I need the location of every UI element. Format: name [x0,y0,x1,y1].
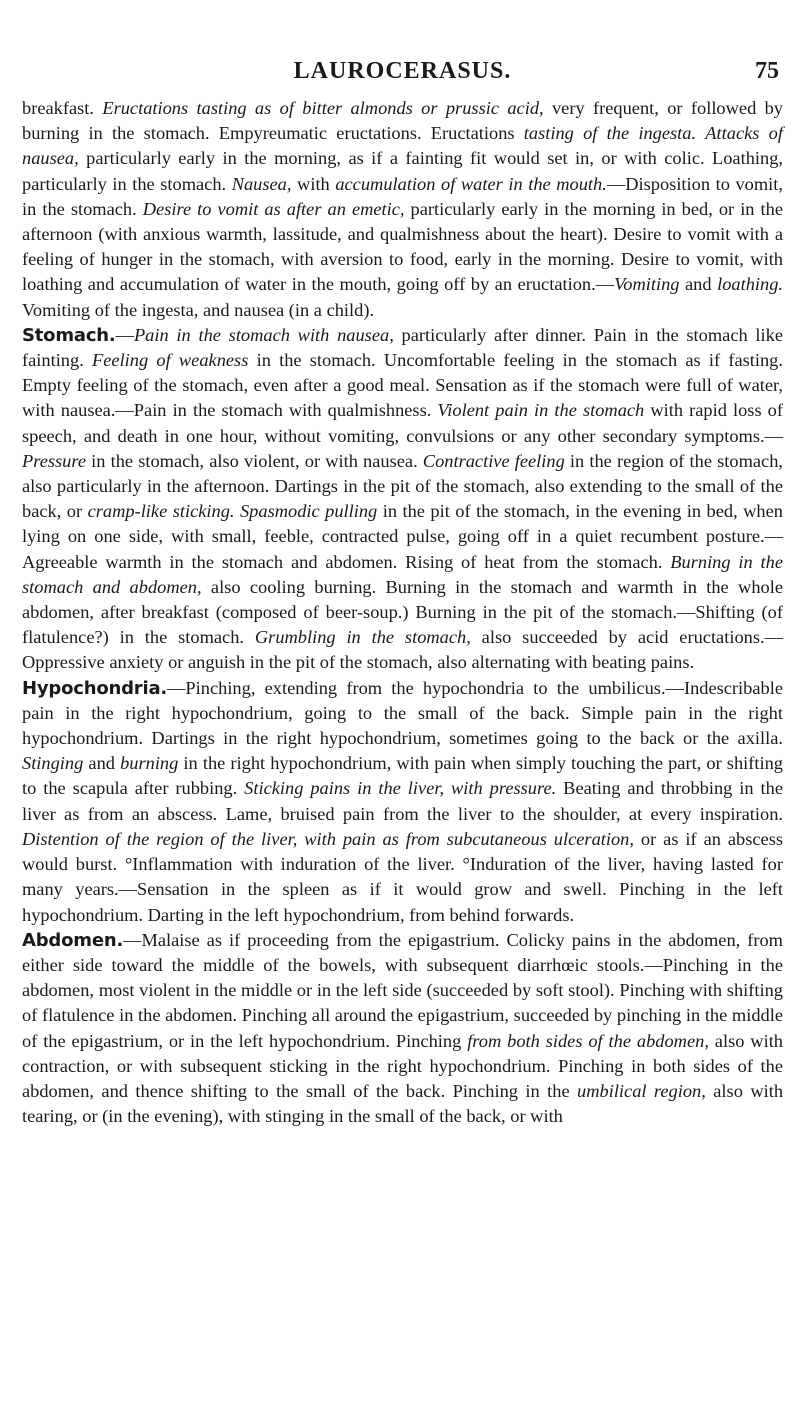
paragraph-nausea [22,96,783,323]
italic-phrase: umbilical region, [577,1080,706,1101]
text-run: Beating and throbbing in the liver as from an abscess. Lame, bruised pain from the liver to the shoulder, at every inspiration. [22,778,784,824]
italic-phrase: tasting of the ingesta. [523,123,697,144]
text-run: particularly early in the morning, as if a fainting fit would set in, or with colic. Loathing, particularly in the stomach. [22,148,783,194]
italic-phrase: Violent pain in the stomach [437,400,645,421]
italic-phrase: Grumbling in the stomach, [254,627,471,648]
paragraph-abdomen [22,928,783,1130]
text-run: particularly early in the morning in bed, or in the afternoon (with anxious warmth, lassitude, and qualmishness about the heart). Desire to vomit with a feeling of hunger in the stomach, with aversion to food, early in the morning. Desire to vomit, with loathing and accumulation of water in the mouth, going off by an eructation.— [22,198,783,295]
italic-phrase: Eructations tasting as of bitter almonds or prussic acid, [102,98,544,118]
text-run: Vomiting of the ingesta, and nausea (in a child). [22,299,375,320]
italic-phrase: accumulation of water in the mouth. [335,173,607,194]
italic-phrase: Spasmodic pulling [239,501,378,522]
text-run: with rapid loss of speech, and death in one hour, without vomiting, convulsions or any other secondary symptoms.— [22,400,784,446]
italic-phrase: Pressure [22,450,87,471]
text-run: with [291,173,336,194]
italic-phrase: Attacks of nausea, [22,123,783,169]
text-run: —Pinching, extending from the hypochondria to the umbilicus.—Indescribable pain in the right hypochondrium, going to the small of the back. Simple pain in the right hypochondrium. Dartings in the right hypochondrium, sometimes going to the back or the axilla. [22,677,783,749]
text-run: breakfast. [22,98,103,118]
paragraph-stomach [22,323,783,676]
text-run: —Disposition to vomit, in the stomach. [22,173,783,219]
text-run: —Malaise as if proceeding from the epigastrium. Colicky pains in the abdomen, from either side toward the middle of the bowels, with subsequent diarrhœic stools.—Pinching in the abdomen, most violent in the middle or in the left side (succeeded by soft stool). Pinching with shifting of flatulence in the abdomen. Pinching all around the epigastrium, succeeded by pinching in the middle of the epigastrium, or in the left hypochondrium. Pinching [22,929,783,1051]
italic-phrase: Stinging [22,753,84,774]
text-run: — [115,324,134,345]
text-run: also cooling burning. Burning in the stomach and warmth in the whole abdomen, after breakfast (composed of beer-soup.) Burning in the pit of the stomach.—Shifting (of flatulence?) in the stomach. [22,576,783,648]
text-run: very frequent, or followed by burning in the stomach. Empyreumatic eructations. Eructations [22,98,784,144]
italic-phrase: loathing. [717,274,784,295]
italic-phrase: Burning in the stomach and abdomen, [22,551,784,597]
page-number: 75 [755,58,779,84]
text-run: and [679,274,718,295]
text-run: and [83,753,121,774]
paragraph-hypochondria [22,676,783,928]
running-head [22,0,783,96]
italic-phrase: Desire to vomit as after an emetic, [142,198,405,219]
italic-phrase: Pain in the stomach with nausea, [133,324,394,345]
running-title: LAUROCERASUS. [293,58,512,84]
italic-phrase: Sticking pains in the liver, with pressure. [244,778,557,799]
section-heading: Abdomen. [22,929,124,951]
italic-phrase: Nausea, [231,173,292,194]
text-run: in the stomach, also violent, or with nausea. [86,450,423,471]
text-run: in the right hypochondrium, with pain when simply touching the part, or shifting to the scapula after rubbing. [22,753,783,799]
text-run: particularly after dinner. Pain in the stomach like fainting. [22,324,783,371]
italic-phrase: cramp-like sticking. [87,501,235,522]
text-run: in the pit of the stomach, in the evening in bed, when lying on one side, with small, feeble, contracted pulse, going off in a quiet recumbent posture.—Agreeable warmth in the stomach and abdomen. Rising of heat from the stomach. [22,501,783,572]
text-run: also with tearing, or (in the evening), with stinging in the small of the back, or with [22,1080,784,1127]
italic-phrase: Contractive feeling [422,450,565,471]
text-run: also succeeded by acid eructations.—Oppressive anxiety or anguish in the pit of the stomach, also alternating with beating pains. [22,627,783,673]
text-run: in the region of the stomach, also particularly in the afternoon. Dartings in the pit of the stomach, also extending to the small of the back, or [22,450,783,522]
text-run: in the stomach. Uncomfortable feeling in the stomach as if fasting. Empty feeling of the stomach, even after a good meal. Sensation as if the stomach were full of water, with nausea.—Pain in the stomach with qualmishness. [22,350,783,421]
section-heading: Stomach. [22,324,116,346]
text-run [696,123,705,143]
text-run: or as if an abscess would burst. °Inflammation with induration of the liver. °Induration of the liver, having lasted for many years.—Sensation in the spleen as if it would grow and swell. Pinching in the left hypochondrium. Darting in the left hypochondrium, from behind forwards. [22,828,784,925]
italic-phrase: Distention of the region of the liver, with pain as from subcutaneous ulceration, [22,828,634,849]
section-heading: Hypochondria. [22,677,168,699]
italic-phrase: burning [120,753,179,774]
italic-phrase: from both sides of the abdomen, [467,1030,709,1051]
italic-phrase: Vomiting [614,274,680,295]
text-run: also with contraction, or with subsequent sticking in the right hypochondrium. Pinching in both sides of the abdomen, and thence shifting to the small of the back. Pinching in the [22,1030,784,1101]
italic-phrase: Feeling of weakness [92,350,249,371]
